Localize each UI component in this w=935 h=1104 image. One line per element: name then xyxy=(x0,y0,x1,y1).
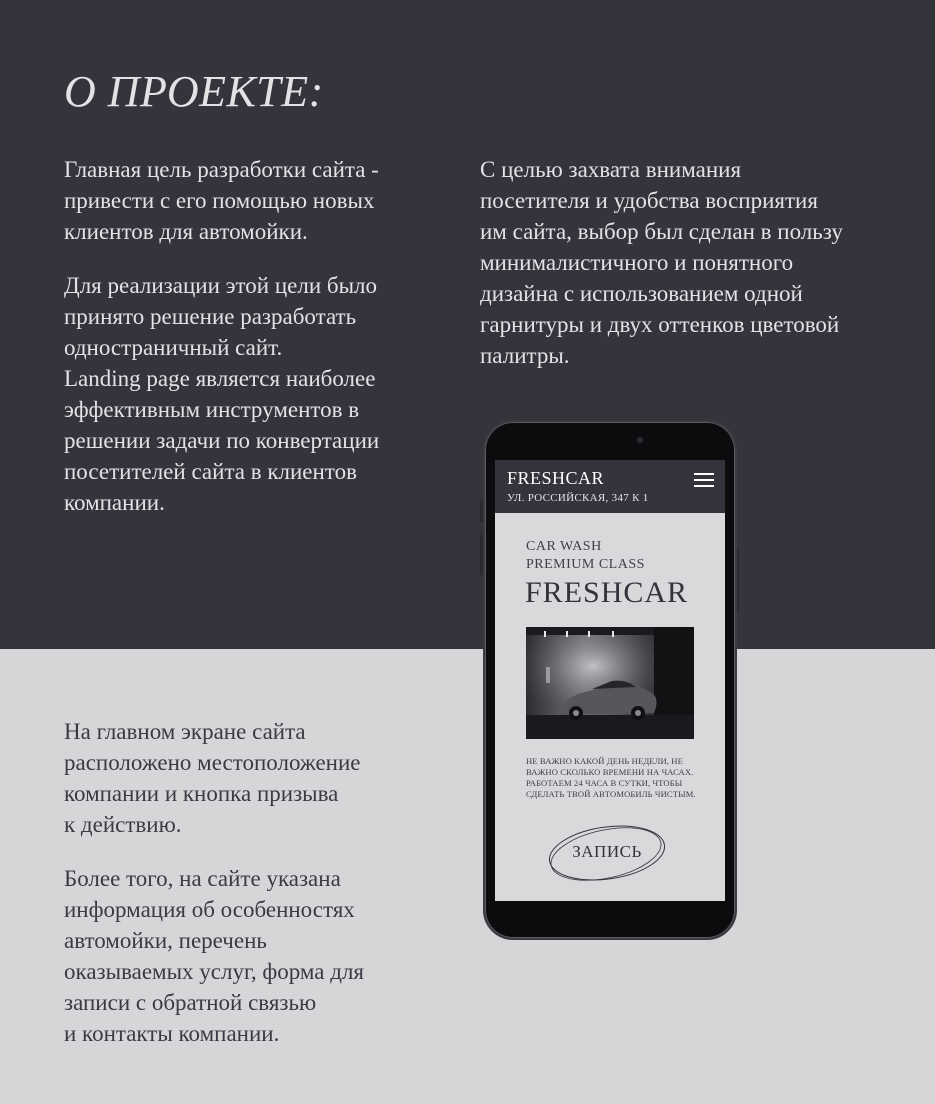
design-paragraph: С целью захвата внимания посетителя и удобства восприятия им сайта, выбор был сделан в пользу минималистичного и понятного дизайна с использованием одной гарнитуры и двух оттенков цветовой палитры. xyxy=(480,157,843,368)
hero-subtitle-line2: PREMIUM CLASS xyxy=(526,557,645,572)
goal-paragraph: Главная цель разработки сайта - привести с его помощью новых клиентов для автомойки. xyxy=(64,157,379,244)
car-photo xyxy=(526,627,694,739)
booking-button[interactable] xyxy=(546,820,668,886)
hero-description: НЕ ВАЖНО КАКОЙ ДЕНЬ НЕДЕЛИ, НЕ ВАЖНО СКОЛЬКО ВРЕМЕНИ НА ЧАСАХ. РАБОТАЕМ 24 ЧАСА В СУТКИ, ЧТОБЫ СДЕЛАТЬ ТВОЙ АВТОМОБИЛЬ ЧИСТЫМ. xyxy=(526,756,696,799)
hamburger-menu-icon[interactable] xyxy=(694,472,714,488)
app-header xyxy=(495,460,725,513)
main-screen-paragraph: На главном экране сайта расположено местоположение компании и кнопка призыва к действию. xyxy=(64,719,361,837)
car-photo-image xyxy=(526,627,694,739)
features-paragraph: Более того, на сайте указана информация об особенностях автомойки, перечень оказываемых услуг, форма для записи с обратной связью и контакты компании. xyxy=(64,866,364,1046)
hero-title: FRESHCAR xyxy=(525,576,689,609)
page-title: О ПРОЕКТЕ: xyxy=(64,67,324,116)
hero-subtitle-line1: CAR WASH xyxy=(526,539,602,554)
landing-paragraph: Для реализации этой цели было принято решение разработать одностраничный сайт. Landing page является наиболее эффективным инструментов в решении задачи по конвертации посетителей сайта в клиентов компании. xyxy=(64,273,380,515)
phone-screen xyxy=(495,460,725,901)
app-address: УЛ. РОССИЙСКАЯ, 347 К 1 xyxy=(507,492,649,504)
camera-icon xyxy=(637,437,643,443)
app-logo[interactable]: FRESHCAR xyxy=(507,468,605,488)
booking-button-label: ЗАПИСЬ xyxy=(572,842,642,861)
